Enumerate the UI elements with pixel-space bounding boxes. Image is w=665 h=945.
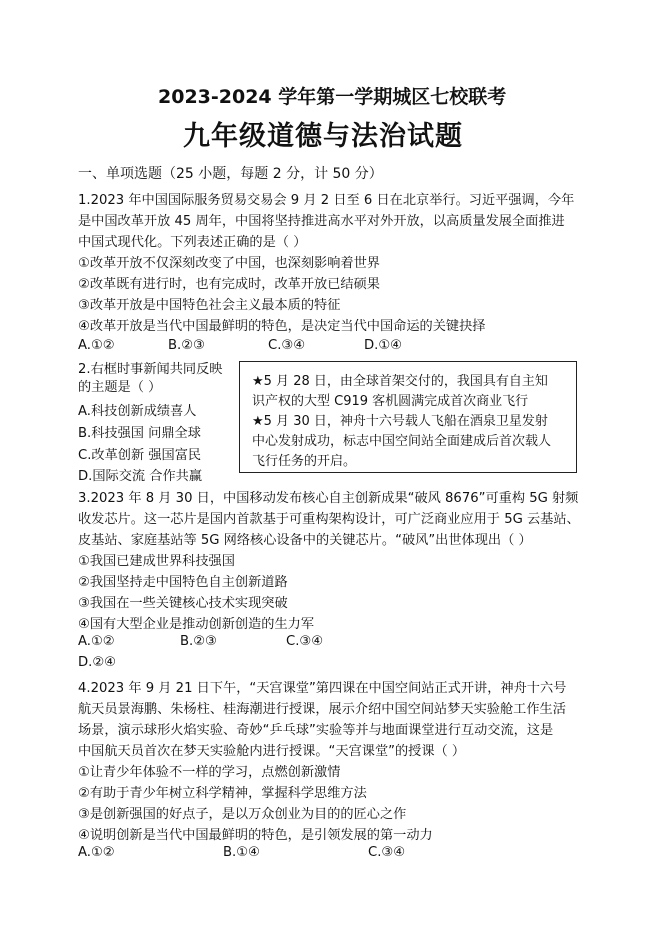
q2-stem-line: 2.右框时事新闻共同反映: [78, 362, 223, 377]
q1-item: ②改革既有进行时，也有完成时，改革开放已结硕果: [78, 277, 380, 292]
q4-item: ③是创新强国的好点子，是以万众创业为目的的匠心之作: [78, 807, 407, 822]
news-line: 飞行任务的开启。: [252, 454, 357, 469]
news-line: 识产权的大型 C919 客机圆满完成首次商业飞行: [252, 394, 529, 409]
q3-item: ②我国坚持走中国特色自主创新道路: [78, 575, 288, 590]
q1-option-a: A.①②: [78, 338, 115, 353]
q1-item: ③改革开放是中国特色社会主义最本质的特征: [78, 298, 341, 313]
exam-series-title: 2023-2024 学年第一学期城区七校联考: [158, 86, 507, 108]
q3-stem-line: 3.2023 年 8 月 30 日，中国移动发布核心自主创新成果“破风 8676”可重构 5G 射频: [78, 491, 579, 506]
q4-item: ①让青少年体验不一样的学习，点燃创新激情: [78, 765, 341, 780]
q3-option-c: C.③④: [286, 634, 324, 649]
page-title: 九年级道德与法治试题: [183, 121, 463, 152]
news-line: ★5 月 28 日，由全球首架交付的，我国具有自主知: [252, 374, 548, 389]
q4-item: ④说明创新是当代中国最鲜明的特色，是引领发展的第一动力: [78, 828, 433, 843]
q2-stem-line: 的主题是（ ）: [78, 380, 162, 395]
q3-option-d: D.②④: [78, 655, 116, 670]
q2-option-b: B.科技强国 问鼎全球: [78, 426, 201, 441]
section-heading: 一、单项选题（25 小题，每题 2 分，计 50 分）: [78, 166, 383, 182]
q4-option-c: C.③④: [368, 845, 406, 860]
news-line: 中心发射成功，标志中国空间站全面建成后首次载人: [252, 434, 552, 449]
q1-stem-line: 1.2023 年中国国际服务贸易交易会 9 月 2 日至 6 日在北京举行。习近平强调，今年: [78, 193, 575, 208]
q4-stem-line: 航天员景海鹏、朱杨柱、桂海潮进行授课，展示介绍中国空间站梦天实验舱工作生活: [78, 702, 566, 717]
q3-option-a: A.①②: [78, 634, 115, 649]
q4-item: ②有助于青少年树立科学精神，掌握科学思维方法: [78, 786, 367, 801]
q2-option-c: C.改革创新 强国富民: [78, 448, 202, 463]
q4-stem-line: 中国航天员首次在梦天实验舱内进行授课。“天宫课堂”的授课（ ）: [78, 744, 466, 759]
q3-stem-line: 皮基站、家庭基站等 5G 网络核心设备中的关键芯片。“破风”出世体现出（ ）: [78, 533, 532, 548]
news-line: ★5 月 30 日，神舟十六号载人飞船在酒泉卫星发射: [252, 414, 548, 429]
q2-option-d: D.国际交流 合作共赢: [78, 469, 203, 484]
q2-option-a: A.科技创新成绩喜人: [78, 404, 197, 419]
q1-option-b: B.②③: [168, 338, 205, 353]
q3-item: ③我国在一些关键核心技术实现突破: [78, 596, 288, 611]
q1-item: ①改革开放不仅深刻改变了中国，也深刻影响着世界: [78, 256, 380, 271]
q1-option-c: C.③④: [268, 338, 306, 353]
q3-option-b: B.②③: [180, 634, 217, 649]
q3-stem-line: 收发芯片。这一芯片是国内首款基于可重构架构设计，可广泛商业应用于 5G 云基站、: [78, 512, 580, 527]
q4-stem-line: 场景，演示球形火焰实验、奇妙“乒乓球”实验等并与地面课堂进行互动交流，这是: [78, 723, 554, 738]
q3-item: ④国有大型企业是推动创新创造的生力军: [78, 617, 315, 632]
q3-item: ①我国已建成世界科技强国: [78, 554, 235, 569]
q4-option-b: B.①④: [223, 845, 260, 860]
news-box: [239, 361, 577, 473]
q1-item: ④改革开放是当代中国最鲜明的特色，是决定当代中国命运的关键抉择: [78, 319, 486, 334]
q4-stem-line: 4.2023 年 9 月 21 日下午，“天宫课堂”第四课在中国空间站正式开讲，神舟十六号: [78, 681, 567, 696]
q1-stem-line: 是中国改革开放 45 周年，中国将坚持推进高水平对外开放，以高质量发展全面推进: [78, 214, 565, 229]
q1-stem-line: 中国式现代化。下列表述正确的是（ ）: [78, 235, 307, 250]
q1-option-d: D.①④: [364, 338, 402, 353]
q4-option-a: A.①②: [78, 845, 115, 860]
